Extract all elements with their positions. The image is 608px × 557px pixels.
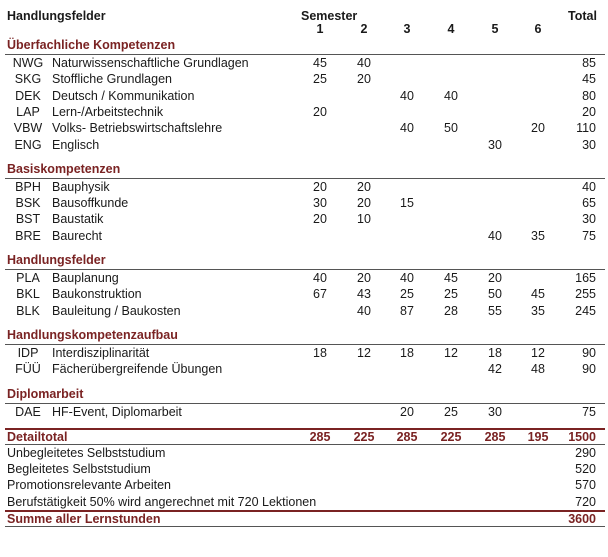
row-total: 65 (582, 196, 596, 211)
semester-6-value: 35 (531, 303, 545, 318)
column-header-handlungsfelder: Handlungsfelder (7, 9, 106, 23)
row-total: 255 (575, 287, 596, 302)
extra-label: Promotionsrelevante Arbeiten (7, 478, 171, 493)
row-total: 30 (582, 137, 596, 152)
table-row (0, 287, 608, 303)
semester-number-1: 1 (316, 22, 324, 36)
row-name: Naturwissenschaftliche Grundlagen (52, 56, 249, 70)
semester-3-value: 15 (400, 196, 414, 211)
column-header-total: Total (568, 9, 597, 23)
detailtotal-semester-4: 225 (440, 429, 462, 444)
row-code: BSK (15, 196, 41, 211)
row-code: NWG (12, 56, 44, 70)
detailtotal-label: Detailtotal (7, 429, 68, 444)
row-total: 85 (582, 56, 596, 70)
semester-4-value: 40 (444, 88, 458, 103)
semester-2-value: 20 (357, 271, 371, 285)
row-name: Bauplanung (52, 271, 119, 285)
row-name: Volks- Betriebswirtschaftslehre (52, 121, 223, 136)
detailtotal-semester-6: 195 (527, 429, 549, 444)
semester-5-value: 30 (488, 404, 502, 419)
semester-1-value: 45 (313, 56, 327, 70)
summe-total: 3600 (568, 512, 596, 526)
semester-2-value: 12 (357, 345, 371, 360)
table-row (0, 89, 608, 105)
semester-3-value: 18 (400, 345, 414, 360)
semester-3-value: 25 (400, 287, 414, 302)
semester-3-value: 40 (400, 88, 414, 103)
semester-2-value: 20 (357, 72, 371, 87)
semester-1-value: 25 (313, 72, 327, 87)
semester-2-value: 40 (357, 56, 371, 70)
row-code: BST (15, 212, 41, 227)
row-code: VBW (13, 121, 43, 136)
row-name: Interdisziplinarität (52, 345, 150, 360)
row-total: 75 (582, 404, 596, 419)
row-name: Baurecht (52, 228, 103, 243)
semester-3-value: 87 (400, 303, 414, 318)
row-total: 90 (582, 362, 596, 377)
semester-3-value: 20 (400, 404, 414, 419)
row-total: 245 (575, 303, 596, 318)
table-row (0, 180, 608, 196)
row-name: Bauphysik (52, 179, 110, 194)
extra-total: 570 (575, 478, 596, 493)
row-name: Bausoffkunde (52, 196, 129, 211)
semester-1-value: 30 (313, 196, 327, 211)
semester-6-value: 12 (531, 345, 545, 360)
semester-2-value: 20 (357, 179, 371, 194)
row-code: BPH (15, 179, 41, 194)
row-total: 20 (582, 104, 596, 119)
extra-label: Berufstätigkeit 50% wird angerechnet mit 720 Lektionen (7, 494, 317, 509)
table-row (0, 56, 608, 72)
row-code: IDP (17, 345, 39, 360)
table-row (0, 72, 608, 88)
section-divider (5, 344, 605, 345)
row-total: 80 (582, 88, 596, 103)
semester-4-value: 45 (444, 271, 458, 285)
row-code: SKG (14, 72, 42, 87)
section-title: Diplomarbeit (7, 386, 84, 401)
extra-row (0, 495, 608, 511)
row-total: 90 (582, 345, 596, 360)
semester-6-value: 35 (531, 228, 545, 243)
detailtotal-bottom-rule (5, 444, 605, 445)
semester-5-value: 40 (488, 228, 502, 243)
table-row (0, 229, 608, 245)
row-name: Fächerübergreifende Übungen (52, 362, 223, 377)
summe-bottom-rule (5, 526, 605, 527)
table-row (0, 405, 608, 421)
extra-total: 520 (575, 462, 596, 477)
extra-total: 290 (575, 445, 596, 460)
extra-row (0, 478, 608, 494)
section-divider (5, 269, 605, 270)
table-row (0, 362, 608, 378)
section-divider (5, 403, 605, 404)
semester-number-6: 6 (534, 22, 542, 36)
table-row (0, 212, 608, 228)
row-code: DAE (15, 404, 41, 419)
semester-1-value: 20 (313, 179, 327, 194)
detailtotal-semester-5: 285 (484, 429, 506, 444)
semester-6-value: 45 (531, 287, 545, 302)
semester-5-value: 50 (488, 287, 502, 302)
semester-2-value: 10 (357, 212, 371, 227)
row-total: 45 (582, 72, 596, 87)
semester-1-value: 18 (313, 345, 327, 360)
semester-1-value: 20 (313, 212, 327, 227)
semester-number-5: 5 (491, 22, 499, 36)
row-name: Bauleitung / Baukosten (52, 303, 181, 318)
table-row (0, 105, 608, 121)
semester-2-value: 40 (357, 303, 371, 318)
extra-label: Begleitetes Selbststudium (7, 462, 151, 477)
semester-6-value: 20 (531, 121, 545, 136)
extra-total: 720 (575, 494, 596, 509)
semester-2-value: 43 (357, 287, 371, 302)
semester-5-value: 30 (488, 137, 502, 152)
row-name: Englisch (52, 137, 100, 152)
section-title: Überfachliche Kompetenzen (7, 38, 176, 52)
detailtotal-total: 1500 (568, 429, 596, 444)
row-total: 30 (582, 212, 596, 227)
section-title: Handlungskompetenzaufbau (7, 327, 178, 342)
section-title: Basiskompetenzen (7, 161, 121, 176)
semester-6-value: 48 (531, 362, 545, 377)
semester-3-value: 40 (400, 121, 414, 136)
row-code: PLA (16, 271, 40, 285)
extra-row (0, 446, 608, 462)
table-row (0, 304, 608, 320)
row-name: Stoffliche Grundlagen (52, 72, 172, 87)
detailtotal-semester-1: 285 (309, 429, 331, 444)
semester-4-value: 25 (444, 287, 458, 302)
table-row (0, 138, 608, 154)
table-row (0, 121, 608, 137)
semester-number-4: 4 (447, 22, 455, 36)
semester-5-value: 42 (488, 362, 502, 377)
column-header-semester: Semester (301, 9, 358, 23)
semester-4-value: 50 (444, 121, 458, 136)
row-name: Baustatik (52, 212, 104, 227)
row-code: LAP (16, 104, 40, 119)
row-total: 75 (582, 228, 596, 243)
row-total: 165 (575, 271, 596, 285)
row-total: 40 (582, 179, 596, 194)
semester-3-value: 40 (400, 271, 414, 285)
row-code: BLK (16, 303, 40, 318)
table-row (0, 196, 608, 212)
summe-label: Summe aller Lernstunden (7, 512, 161, 526)
semester-number-3: 3 (403, 22, 411, 36)
row-total: 110 (576, 121, 596, 136)
row-code: DEK (15, 88, 41, 103)
semester-1-value: 40 (313, 271, 327, 285)
row-code: FÜÜ (15, 362, 41, 377)
detailtotal-semester-2: 225 (353, 429, 375, 444)
semester-5-value: 18 (488, 345, 502, 360)
detailtotal-semester-3: 285 (396, 429, 418, 444)
semester-1-value: 20 (313, 104, 327, 119)
row-name: Baukonstruktion (52, 287, 142, 302)
row-code: BKL (16, 287, 40, 302)
section-divider (5, 54, 605, 55)
semester-2-value: 20 (357, 196, 371, 211)
semester-4-value: 25 (444, 404, 458, 419)
section-title: Handlungsfelder (7, 253, 106, 267)
extra-row (0, 462, 608, 478)
table-row (0, 271, 608, 287)
row-code: BRE (15, 228, 41, 243)
row-name: HF-Event, Diplomarbeit (52, 404, 182, 419)
section-divider (5, 178, 605, 179)
semester-number-2: 2 (360, 22, 368, 36)
semester-5-value: 55 (488, 303, 502, 318)
semester-5-value: 20 (488, 271, 502, 285)
table-row (0, 346, 608, 362)
semester-1-value: 67 (313, 287, 327, 302)
row-name: Lern-/Arbeitstechnik (52, 104, 164, 119)
semester-4-value: 28 (444, 303, 458, 318)
semester-4-value: 12 (444, 345, 458, 360)
row-code: ENG (14, 137, 42, 152)
extra-label: Unbegleitetes Selbststudium (7, 445, 166, 460)
row-name: Deutsch / Kommunikation (52, 88, 195, 103)
